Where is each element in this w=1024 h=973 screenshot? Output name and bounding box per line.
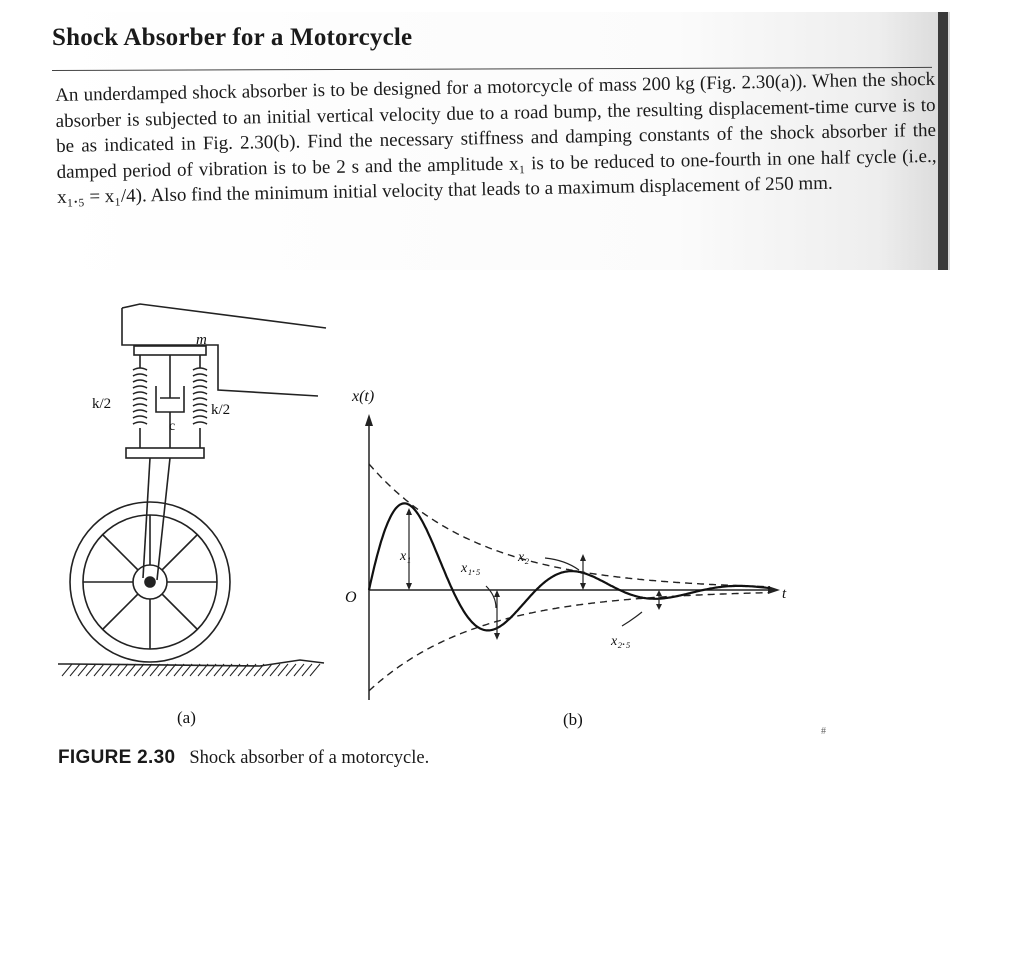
figure-label: FIGURE 2.30: [58, 747, 176, 768]
problem-statement: An underdamped shock absorber is to be designed for a motorcycle of mass 200 kg (Fig. 2.30(a)). When the shock absorber is subjected to an initial vertical velocity due to a road bump, the resulting displacement-time curve is to be as indicated in Fig. 2.30(b). Find the necessary stiffness and damping constants of the shock absorber if the damped period of vibration is to be 2 s and the amplitude x₁ is to be reduced to one-fourth in one half cycle (i.e., x₁.₅ = x₁/4). Also find the minimum initial velocity that leads to a maximum displacement of 250 mm.: [55, 68, 937, 208]
damper: [156, 355, 184, 448]
figure-caption-text: Shock absorber of a motorcycle.: [189, 748, 430, 768]
wheel: [70, 502, 230, 662]
x-axis-label: t: [782, 586, 787, 602]
x2-label: x₂: [518, 550, 530, 565]
damper-label: c: [169, 419, 176, 434]
left-spring-label: k/2: [92, 396, 112, 412]
panel-a-tag: (a): [177, 708, 196, 727]
upper-envelope: [369, 464, 770, 587]
x25-leader: [622, 612, 642, 626]
lower-bracket: [126, 448, 204, 458]
panel-a-drawing: [58, 304, 326, 676]
stray-mark: #: [821, 726, 826, 737]
mass-label: m: [196, 332, 207, 348]
left-spring: [133, 355, 147, 448]
ground: [58, 660, 324, 676]
right-spring: [193, 355, 207, 448]
panel-b-axes: [365, 414, 780, 700]
y-axis-arrow: [365, 414, 373, 426]
fork: [143, 458, 170, 580]
mass-block: [122, 308, 318, 396]
panel-b-tag: (b): [563, 710, 583, 729]
y-axis-label: x(t): [352, 388, 375, 405]
lower-envelope: [369, 593, 770, 691]
x15-label: x₁.₅: [461, 561, 481, 576]
x1-label: x₁: [400, 549, 412, 564]
right-spring-label: k/2: [211, 402, 231, 418]
origin-label: O: [345, 589, 357, 606]
figure-caption: [58, 747, 429, 769]
displacement-curve: [369, 503, 770, 630]
damped-curve-group: [369, 464, 770, 691]
section-title: Shock Absorber for a Motorcycle: [52, 24, 413, 51]
x2-leader: [545, 558, 579, 570]
x25-label: x₂.₅: [611, 634, 631, 649]
